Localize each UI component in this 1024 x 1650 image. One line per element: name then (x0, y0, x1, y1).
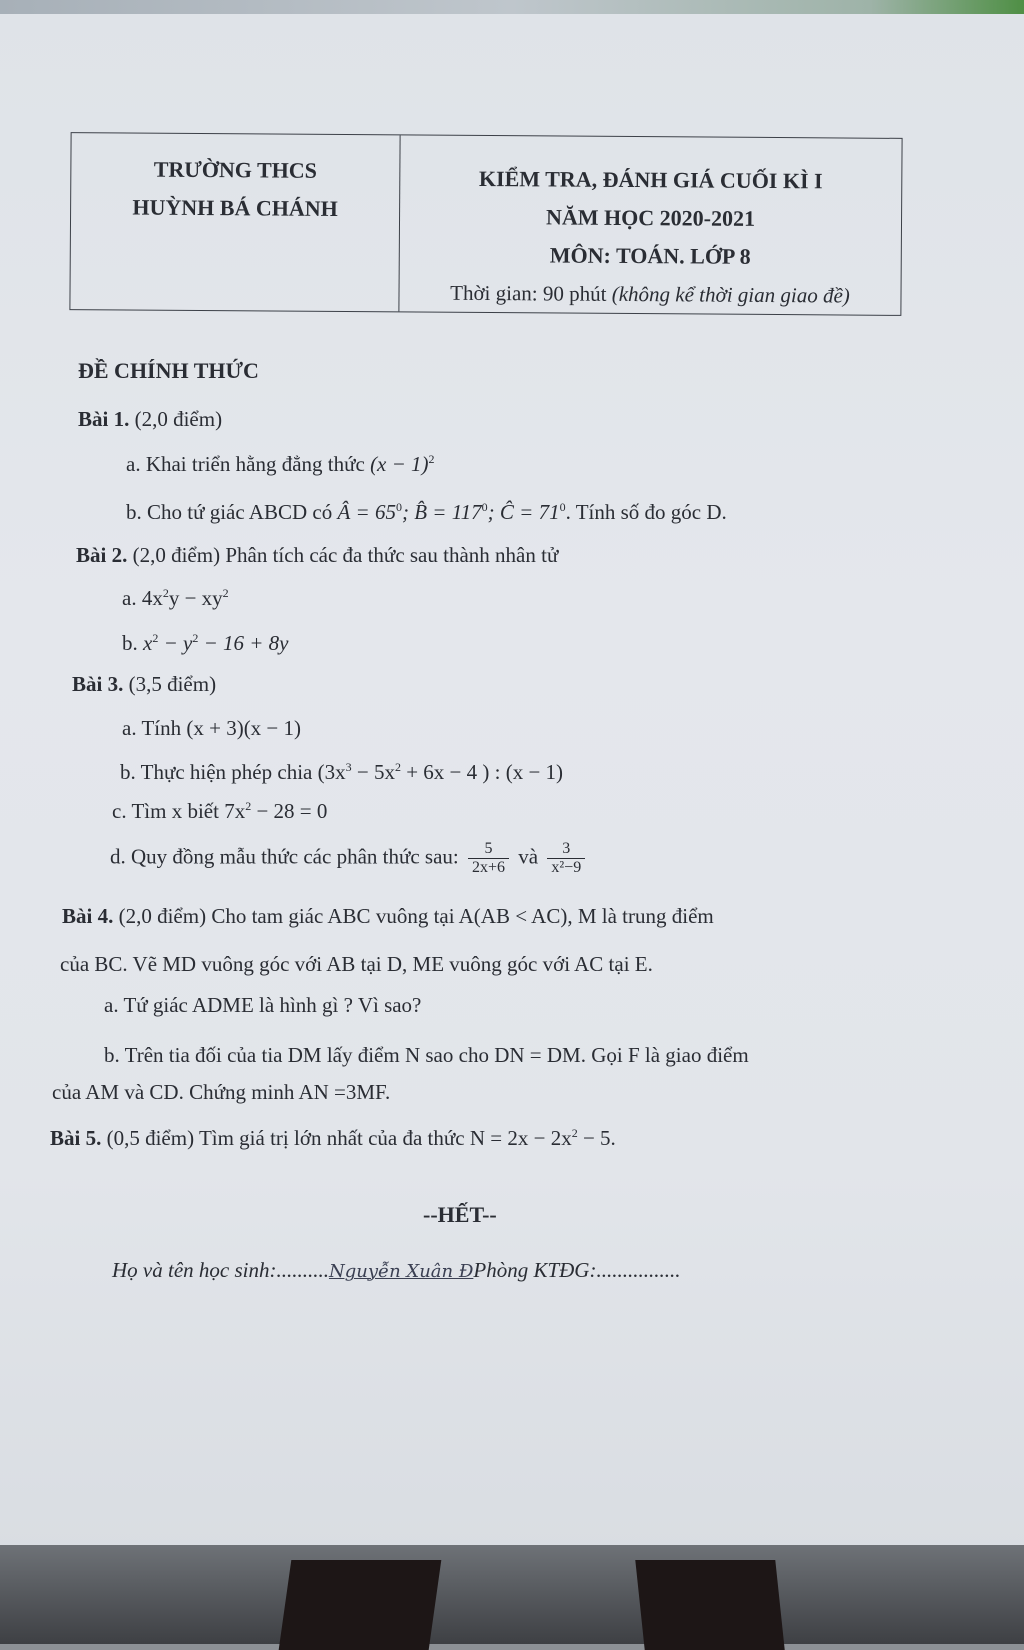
bai4-text-1: (2,0 điểm) Cho tam giác ABC vuông tại A(AB < AC), M là trung điểm (118, 904, 714, 928)
background-object-left (279, 1560, 442, 1650)
bai2-a-p1: 4x (141, 586, 163, 610)
bai2-points: (2,0 điểm) (132, 543, 221, 567)
bai5-expr1: N = 2x − 2x (469, 1126, 572, 1150)
fraction-1-numerator: 5 (468, 840, 509, 859)
dots-1: .......... (276, 1258, 329, 1282)
bai1-label: Bài 1. (78, 407, 130, 431)
bai3-a (122, 716, 301, 741)
bai3-c-p1: 7x (224, 799, 246, 823)
bai4-label: Bài 4. (62, 904, 114, 928)
room-label: Phòng KTĐG: (473, 1258, 597, 1282)
bai1-b-angle-a: Â = 65 (337, 500, 396, 524)
bai3-b (120, 760, 563, 785)
time-note: (không kể thời gian giao đề) (611, 281, 850, 308)
bai1-b (126, 500, 727, 525)
school-name-cell (70, 133, 400, 311)
fraction-2 (547, 840, 585, 877)
fraction-2-denominator: x²−9 (551, 859, 582, 876)
bai3-c-p2: − 28 = 0 (251, 799, 328, 823)
background-object-right (635, 1560, 784, 1650)
exponent: 2 (571, 1126, 578, 1140)
subject-line: MÔN: TOÁN. LỚP 8 (549, 242, 751, 269)
handwritten-signature: Nguyễn Xuân Đ (328, 1261, 474, 1282)
bai3-a-text: a. Tính (122, 716, 182, 740)
bai3-c-text: c. Tìm x biết (112, 799, 219, 823)
bai3-b-text: b. Thực hiện phép chia (120, 760, 313, 784)
bai1-a-exp: 2 (428, 452, 435, 466)
exponent: 2 (222, 586, 229, 600)
bai3-d-and: và (518, 844, 539, 869)
exam-header-table (69, 132, 902, 316)
official-label: ĐỀ CHÍNH THỨC (78, 358, 259, 383)
bai2-label: Bài 2. (76, 543, 128, 567)
bai4-line2: của BC. Vẽ MD vuông góc với AB tại D, ME vuông góc với AC tại E. (60, 952, 653, 976)
school-line-1: TRƯỜNG THCS (153, 156, 318, 183)
bai1-b-text: b. Cho tứ giác ABCD có (126, 500, 333, 524)
bai2-heading (76, 543, 558, 568)
top-edge-background (0, 0, 1024, 14)
exponent: 2 (245, 799, 252, 813)
bai1-b-tail: . Tính số đo góc D. (565, 500, 727, 524)
exponent: 3 (345, 760, 352, 774)
bai2-a (122, 586, 229, 611)
bai3-points: (3,5 điểm) (128, 672, 217, 696)
bai1-heading (78, 407, 222, 432)
bai3-heading (72, 672, 216, 697)
bai3-b-p3: + 6x − 4 ) : (x − 1) (400, 760, 564, 784)
end-label: --HẾT-- (423, 1202, 497, 1227)
bai3-c (112, 799, 327, 824)
bai3-d (110, 840, 589, 877)
fraction-1-denominator: 2x+6 (472, 859, 506, 876)
exponent: 2 (394, 760, 401, 774)
bai5-label: Bài 5. (50, 1126, 102, 1150)
background-surface (0, 1545, 1024, 1644)
bai2-b (122, 631, 289, 656)
school-line-2: HUỲNH BÁ CHÁNH (132, 194, 338, 221)
degree-mark: 0 (481, 500, 488, 514)
degree-mark: 0 (559, 500, 566, 514)
bai1-a-expr: (x − 1) (370, 452, 429, 476)
bai3-b-p2: − 5x (351, 760, 395, 784)
bai1-points: (2,0 điểm) (134, 407, 223, 431)
exponent: 2 (162, 586, 169, 600)
bai2-b-p3: − 16 + 8y (198, 631, 289, 655)
bai1-a-text: a. Khai triển hằng đẳng thức (126, 452, 365, 476)
school-year: NĂM HỌC 2020-2021 (545, 204, 756, 231)
bai3-d-text: d. Quy đồng mẫu thức các phân thức sau: (110, 844, 459, 869)
exam-title: KIỂM TRA, ĐÁNH GIÁ CUỐI KÌ I (478, 165, 823, 194)
dots-2: ................ (596, 1258, 681, 1282)
bai1-b-angle-c: ; Ĉ = 71 (487, 500, 560, 524)
bai4-a: a. Tứ giác ADME là hình gì ? Vì sao? (104, 993, 422, 1017)
fraction-2-numerator: 3 (547, 840, 585, 859)
bai4-b-line1: b. Trên tia đối của tia DM lấy điểm N sao cho DN = DM. Gọi F là giao điểm (104, 1043, 749, 1067)
degree-mark: 0 (395, 500, 402, 514)
bai3-a-expr: (x + 3)(x − 1) (186, 716, 302, 740)
bai2-b-p2: − y (158, 631, 193, 655)
bai2-b-p1: x (143, 631, 153, 655)
exponent: 2 (152, 631, 159, 645)
bai5 (50, 1126, 616, 1151)
time-line (399, 273, 900, 314)
bai5-text: (0,5 điểm) Tìm giá trị lớn nhất của đa thức (106, 1126, 465, 1150)
bai3-b-p1: (3x (317, 760, 346, 784)
bai4-line1 (62, 904, 714, 929)
fraction-1 (468, 840, 509, 877)
student-info-line (112, 1258, 680, 1283)
time-prefix: Thời gian: 90 phút (450, 280, 607, 306)
bai1-a (126, 452, 435, 477)
bai5-expr2: − 5. (577, 1126, 616, 1150)
bai4-b-line2: của AM và CD. Chứng minh AN =3MF. (52, 1080, 391, 1104)
bai2-desc: Phân tích các đa thức sau thành nhân tử (225, 543, 559, 567)
exam-info-cell (399, 135, 901, 314)
exponent: 2 (192, 631, 199, 645)
bai2-a-p2: y − xy (168, 586, 223, 610)
bai2-a-label: a. (122, 586, 137, 610)
bai1-b-angle-b: ; B̂ = 117 (401, 500, 482, 524)
student-name-label: Họ và tên học sinh: (112, 1258, 277, 1282)
bai3-label: Bài 3. (72, 672, 124, 696)
bai2-b-label: b. (122, 631, 138, 655)
